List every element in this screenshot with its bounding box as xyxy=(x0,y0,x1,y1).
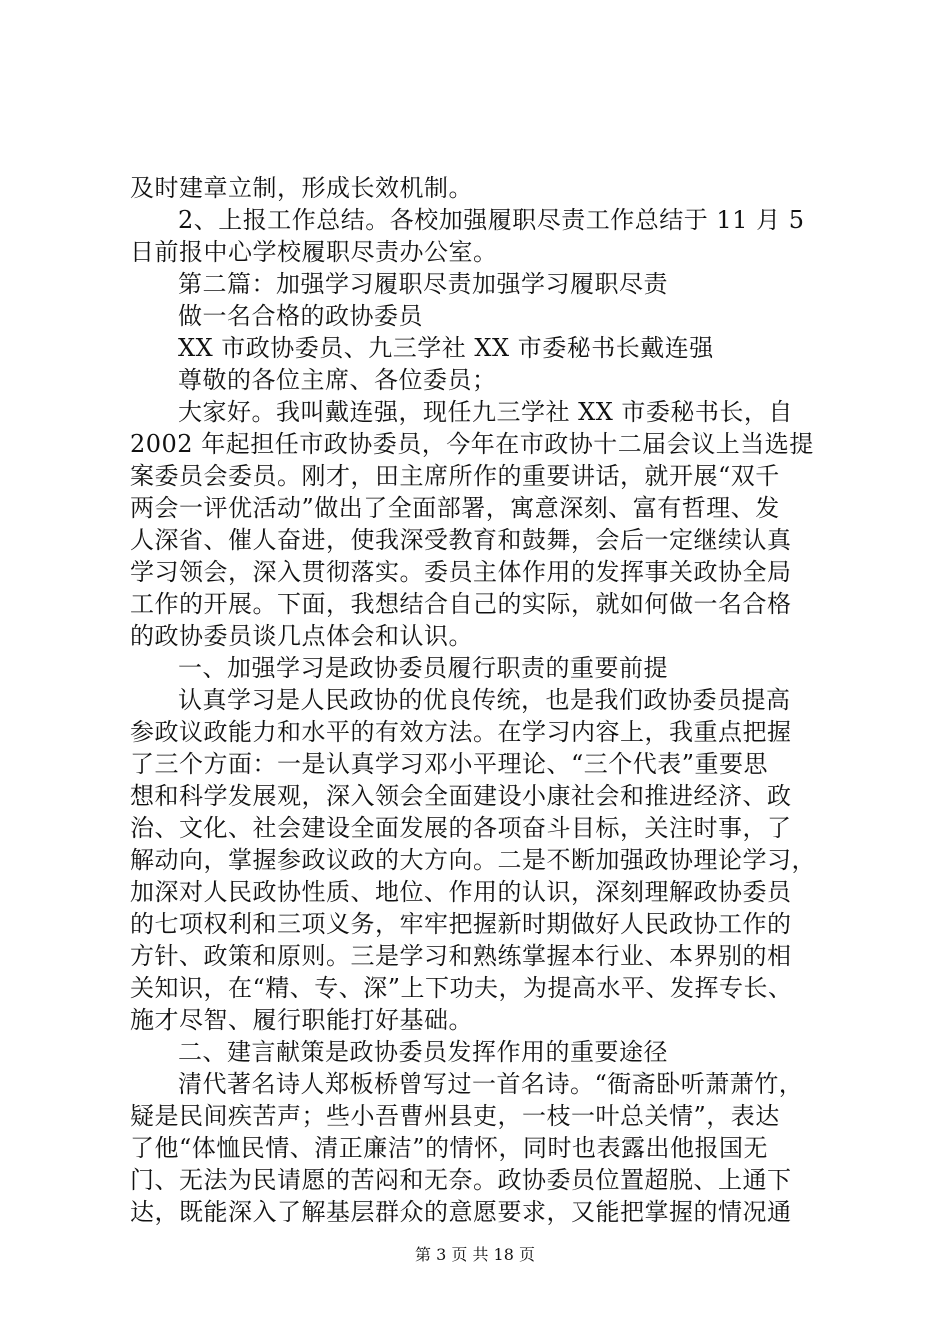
body-line: 人深省、催人奋进，使我深受教育和鼓舞，会后一定继续认真 xyxy=(130,526,792,554)
body-line: 解动向，掌握参政议政的大方向。二是不断加强政协理论学习， xyxy=(130,846,816,874)
body-line: 加深对人民政协性质、地位、作用的认识，深刻理解政协委员 xyxy=(130,878,792,906)
body-line: 的七项权利和三项义务，牢牢把握新时期做好人民政协工作的 xyxy=(130,910,792,938)
body-line: 及时建章立制，形成长效机制。 xyxy=(130,174,473,202)
body-line: 想和科学发展观，深入领会全面建设小康社会和推进经济、政 xyxy=(130,782,792,810)
body-line: 参政议政能力和水平的有效方法。在学习内容上，我重点把握 xyxy=(130,718,792,746)
body-line: 了他“体恤民情、清正廉洁”的情怀，同时也表露出他报国无 xyxy=(130,1134,769,1162)
body-line: 疑是民间疾苦声；些小吾曹州县吏，一枝一叶总关情”，表达 xyxy=(130,1102,780,1130)
body-line: 两会一评优活动”做出了全面部署，寓意深刻、富有哲理、发 xyxy=(130,494,780,522)
body-line: 的政协委员谈几点体会和认识。 xyxy=(130,622,473,650)
speech-author: XX 市政协委员、九三学社 XX 市委秘书长戴连强 xyxy=(178,334,714,362)
body-line: 关知识，在“精、专、深”上下功夫，为提高水平、发挥专长、 xyxy=(130,974,793,1002)
body-line: 大家好。我叫戴连强，现任九三学社 XX 市委秘书长，自 xyxy=(178,398,793,426)
body-line: 了三个方面：一是认真学习邓小平理论、“三个代表”重要思 xyxy=(130,750,769,778)
body-line: 案委员会委员。刚才，田主席所作的重要讲话，就开展“双千 xyxy=(130,462,780,490)
document-body xyxy=(130,172,830,1228)
speech-title: 做一名合格的政协委员 xyxy=(178,302,423,330)
body-line: 2002 年起担任市政协委员，今年在市政协十二届会议上当选提 xyxy=(130,430,814,458)
body-line: 达，既能深入了解基层群众的意愿要求，又能把掌握的情况通 xyxy=(130,1198,792,1226)
body-line: 清代著名诗人郑板桥曾写过一首名诗。“衙斋卧听萧萧竹， xyxy=(178,1070,804,1098)
body-line: 方针、政策和原则。三是学习和熟练掌握本行业、本界别的相 xyxy=(130,942,792,970)
body-line: 2、上报工作总结。各校加强履职尽责工作总结于 11 月 5 xyxy=(178,206,805,234)
subsection-heading: 一、加强学习是政协委员履行职责的重要前提 xyxy=(178,654,668,682)
section-heading: 第二篇：加强学习履职尽责加强学习履职尽责 xyxy=(178,270,668,298)
body-line: 施才尽智、履行职能打好基础。 xyxy=(130,1006,473,1034)
body-line: 学习领会，深入贯彻落实。委员主体作用的发挥事关政协全局 xyxy=(130,558,792,586)
body-line: 认真学习是人民政协的优良传统，也是我们政协委员提高 xyxy=(178,686,791,714)
body-line: 日前报中心学校履职尽责办公室。 xyxy=(130,238,498,266)
salutation: 尊敬的各位主席、各位委员； xyxy=(178,366,497,394)
body-line: 门、无法为民请愿的苦闷和无奈。政协委员位置超脱、上通下 xyxy=(130,1166,792,1194)
subsection-heading: 二、建言献策是政协委员发挥作用的重要途径 xyxy=(178,1038,668,1066)
page-number-label: 第 3 页 共 18 页 xyxy=(415,1245,535,1264)
body-line: 治、文化、社会建设全面发展的各项奋斗目标，关注时事，了 xyxy=(130,814,792,842)
page-footer xyxy=(0,1242,950,1265)
body-line: 工作的开展。下面，我想结合自己的实际，就如何做一名合格 xyxy=(130,590,792,618)
